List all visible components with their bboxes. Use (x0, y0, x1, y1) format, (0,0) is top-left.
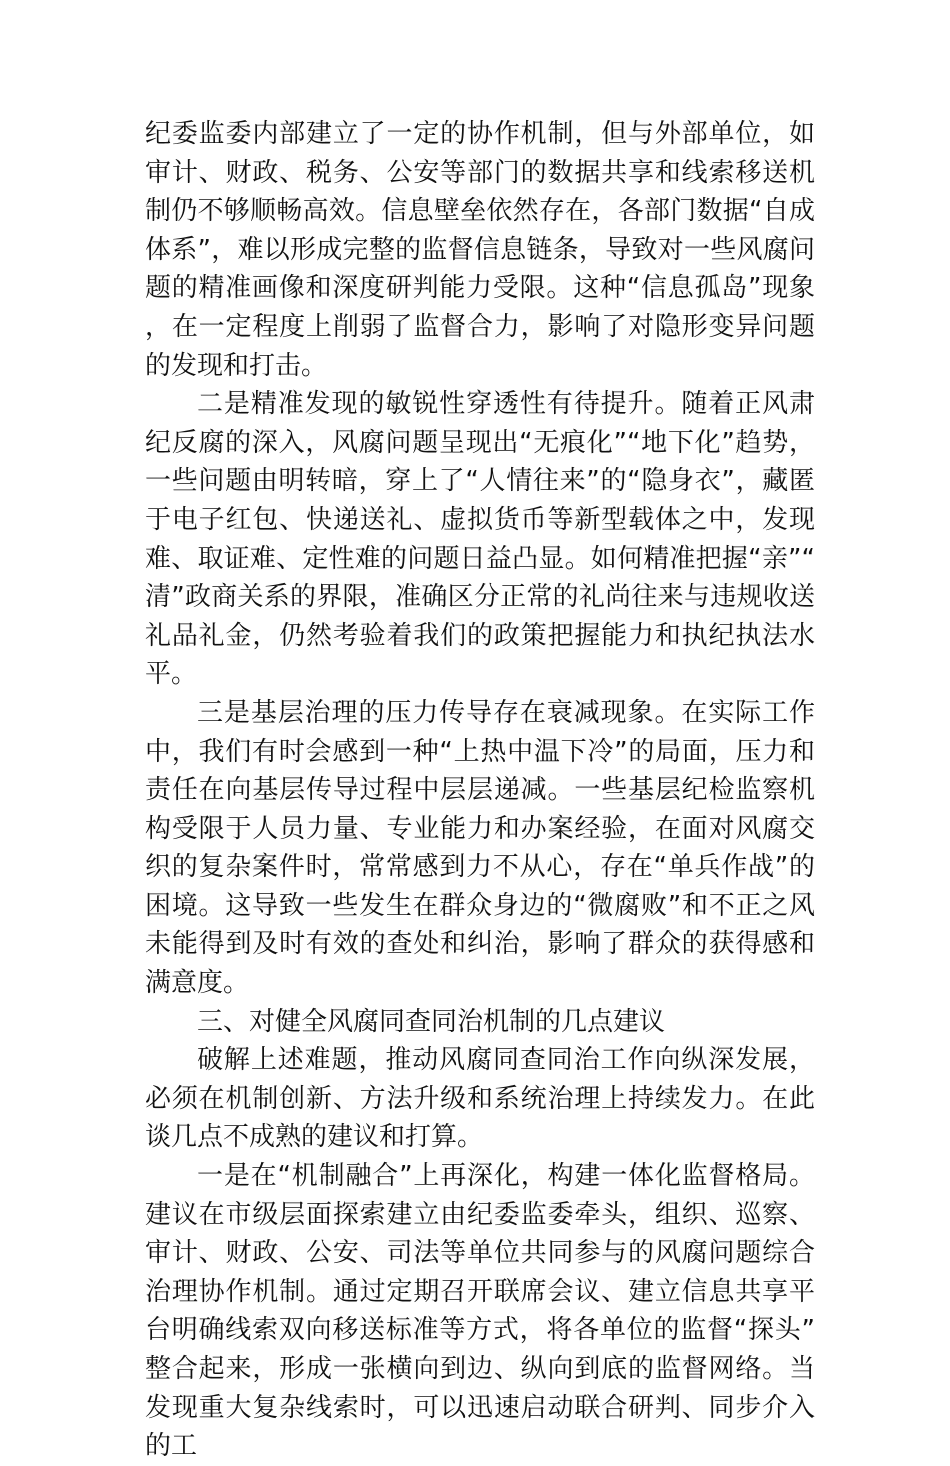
paragraph-point-two: 二是精准发现的敏锐性穿透性有待提升。随着正风肃纪反腐的深入，风腐问题呈现出“无痕化”“地下化”趋势，一些问题由明转暗，穿上了“人情往来”的“隐身衣”，藏匿于电子红包、快递送礼、虚拟货币等新型载体之中，发现难、取证难、定性难的问题日益凸显。如何精准把握“亲”“清”政商关系的界限，准确区分正常的礼尚往来与违规收送礼品礼金，仍然考验着我们的政策把握能力和执纪执法水平。 (145, 389, 815, 690)
paragraph-point-three: 三是基层治理的压力传导存在衰减现象。在实际工作中，我们有时会感到一种“上热中温下冷”的局面，压力和责任在向基层传导过程中层层递减。一些基层纪检监察机构受限于人员力量、专业能力和办案经验，在面对风腐交织的复杂案件时，常常感到力不从心，存在“单兵作战”的困境。这导致一些发生在群众身边的“微腐败”和不正之风未能得到及时有效的查处和纠治，影响了群众的获得感和满意度。 (145, 697, 815, 999)
paragraph-continued: 纪委监委内部建立了一定的协作机制，但与外部单位，如审计、财政、税务、公安等部门的数据共享和线索移送机制仍不够顺畅高效。信息壁垒依然存在，各部门数据“自成体系”，难以形成完整的监督信息链条，导致对一些风腐问题的精准画像和深度研判能力受限。这种“信息孤岛”现象，在一定程度上削弱了监督合力，影响了对隐形变异问题的发现和打击。 (145, 119, 815, 381)
paragraph-intro-suggestions: 破解上述难题，推动风腐同查同治工作向纵深发展，必须在机制创新、方法升级和系统治理上持续发力。在此谈几点不成熟的建议和打算。 (145, 1045, 815, 1153)
section-heading-suggestions: 三、对健全风腐同查同治机制的几点建议 (197, 1006, 666, 1037)
document-body (145, 115, 815, 1466)
paragraph-suggestion-one: 一是在“机制融合”上再深化，构建一体化监督格局。建议在市级层面探索建立由纪委监委牵头，组织、巡察、审计、财政、公安、司法等单位共同参与的风腐问题综合治理协作机制。通过定期召开联席会议、建立信息共享平台明确线索双向移送标准等方式，将各单位的监督“探头”整合起来，形成一张横向到边、纵向到底的监督网络。当发现重大复杂线索时，可以迅速启动联合研判、同步介入的工 (145, 1161, 815, 1462)
